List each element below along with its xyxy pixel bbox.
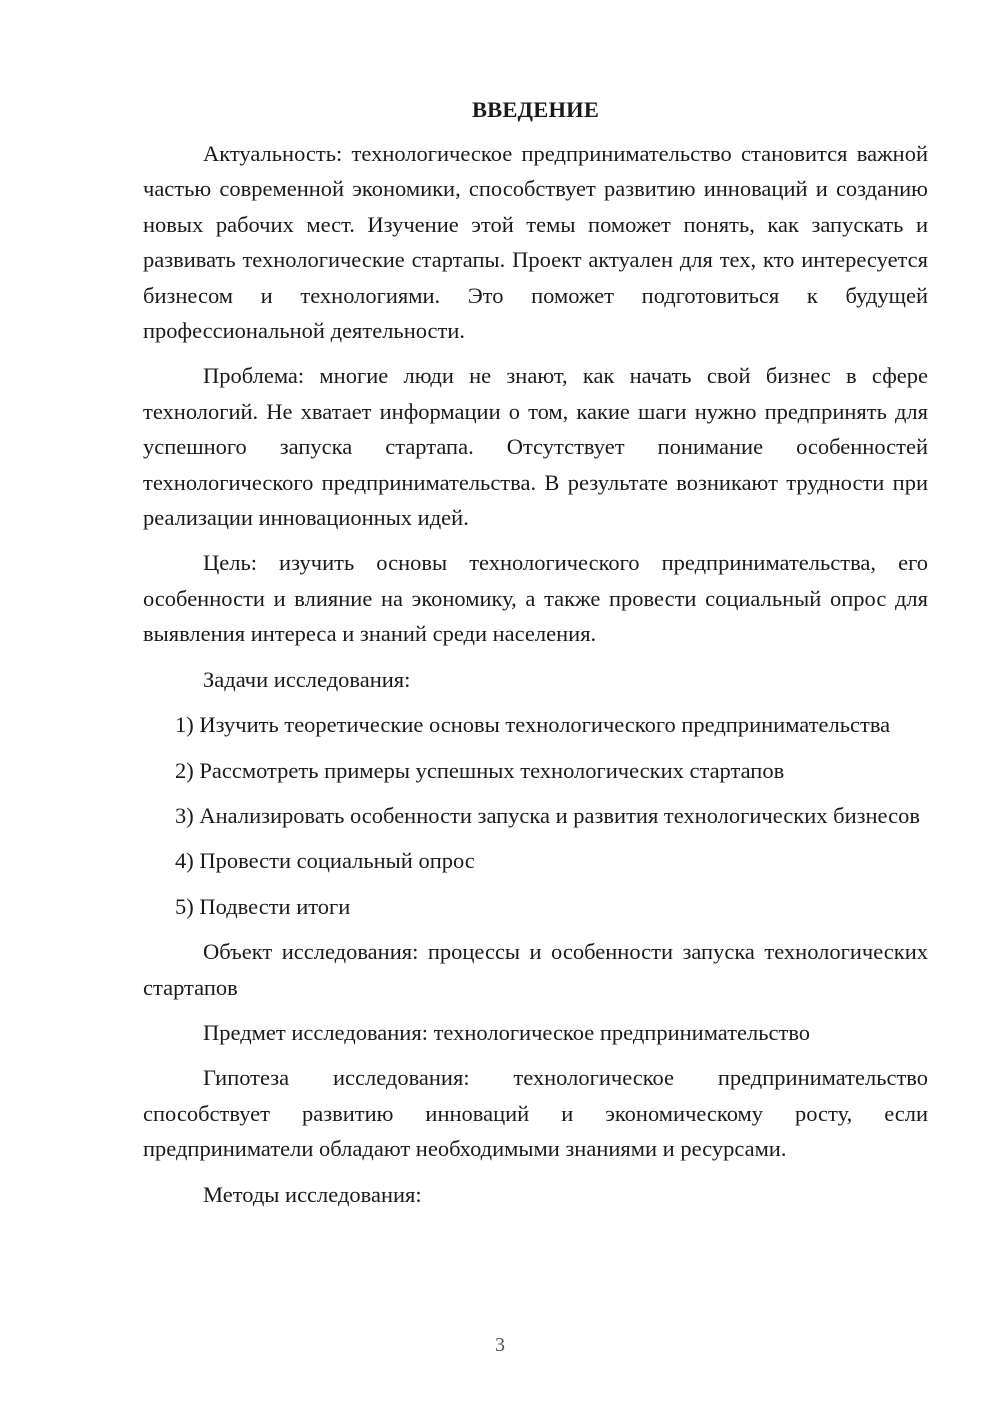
task-item: 2) Рассмотреть примеры успешных технологических стартапов: [175, 757, 785, 783]
tasks-heading: Задачи исследования:: [203, 666, 411, 692]
page-number: 3: [495, 1334, 505, 1356]
subject-paragraph: Предмет исследования: технологическое предпринимательство: [203, 1019, 811, 1045]
methods-heading: Методы исследования:: [203, 1181, 422, 1207]
task-item: 1) Изучить теоретические основы технологического предпринимательства: [175, 712, 891, 738]
document-page: [143, 92, 928, 1222]
hypothesis-paragraph: Гипотеза исследования: технологическое предпринимательство способствует развитию инноваций и экономическому росту, если предприниматели обладают необходимыми знаниями и ресурсами.: [143, 1065, 928, 1162]
task-item: 3) Анализировать особенности запуска и развития технологических бизнесов: [175, 802, 920, 828]
object-paragraph: Объект исследования: процессы и особенности запуска технологических стартапов: [143, 939, 928, 1000]
section-title: ВВЕДЕНИЕ: [471, 97, 600, 122]
relevance-paragraph: Актуальность: технологическое предпринимательство становится важной частью современной экономики, способствует развитию инноваций и созданию новых рабочих мест. Изучение этой темы поможет понять, как запускать и развивать технологические стартапы. Проект актуален для тех, кто интересуется бизнесом и технологиями. Это поможет подготовиться к будущей профессиональной деятельности.: [143, 141, 928, 344]
task-item: 4) Провести социальный опрос: [175, 848, 475, 874]
problem-paragraph: Проблема: многие люди не знают, как начать свой бизнес в сфере технологий. Не хватает информации о том, какие шаги нужно предпринять для успешного запуска стартапа. Отсутствует понимание особенностей технологического предпринимательства. В результате возникают трудности при реализации инновационных идей.: [143, 363, 928, 531]
task-item: 5) Подвести итоги: [175, 893, 351, 919]
tasks-list: [143, 707, 928, 924]
goal-paragraph: Цель: изучить основы технологического предпринимательства, его особенности и влияние на экономику, а также провести социальный опрос для выявления интереса и знаний среди населения.: [143, 550, 928, 647]
